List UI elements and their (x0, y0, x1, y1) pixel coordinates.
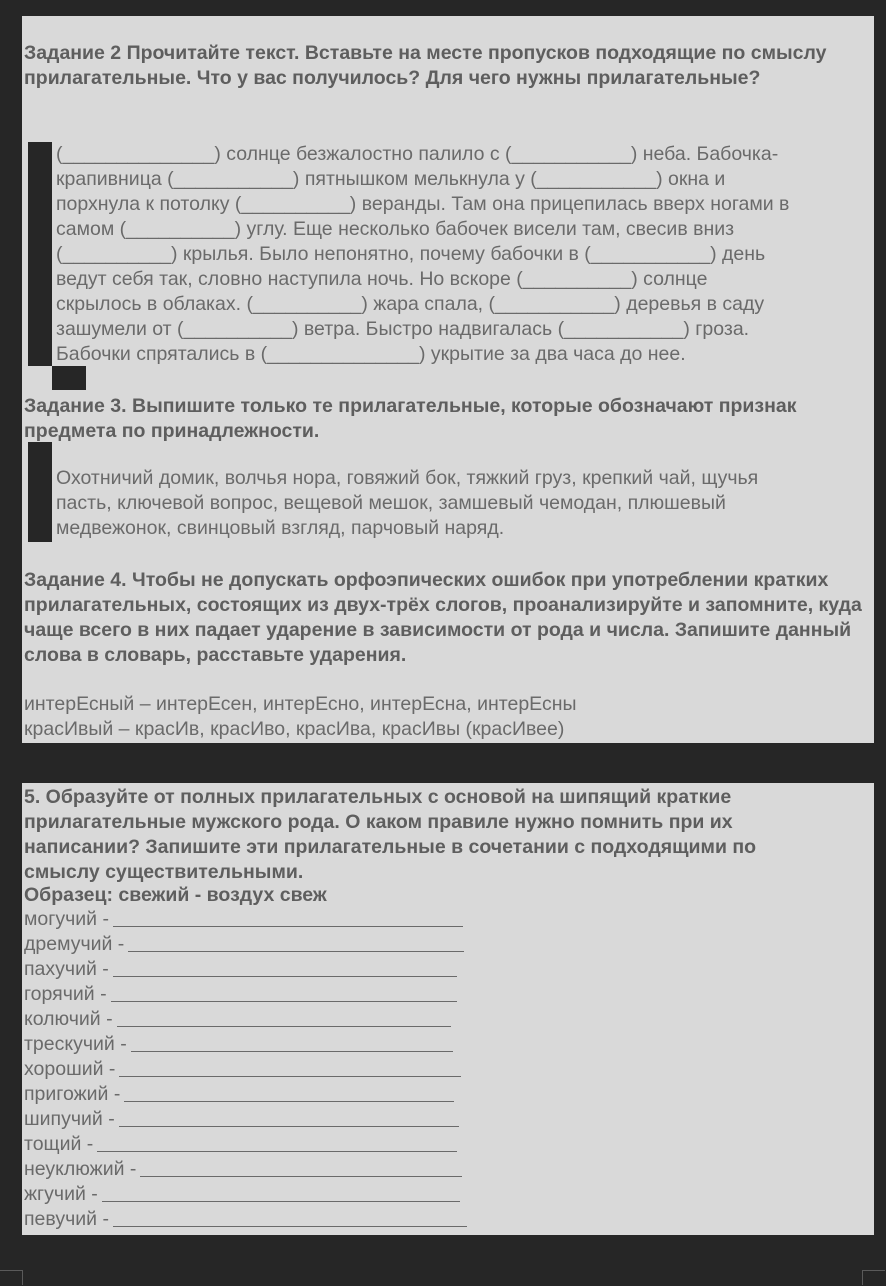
exercise-word: неуклюжий - (24, 1158, 137, 1180)
text-line: пасть, ключевой вопрос, вещевой мешок, замшевый чемодан, плюшевый (56, 492, 726, 514)
text-line: зашумели от (__________) ветра. Быстро надвигалась (___________) гроза. (56, 318, 750, 340)
exercise-row (24, 1182, 504, 1207)
task5-exercise-list (24, 907, 504, 1232)
exercise-word: певучий - (24, 1208, 109, 1230)
answer-line[interactable] (140, 1158, 462, 1177)
exercise-row (24, 1032, 504, 1057)
answer-line[interactable] (131, 1033, 453, 1052)
text-line: (__________) крылья. Было непонятно, почему бабочки в (___________) день (56, 243, 766, 265)
page-corner-mark (0, 1270, 23, 1285)
exercise-row (24, 1107, 504, 1132)
exercise-word: дремучий - (24, 933, 125, 955)
text-line: медвежонок, свинцовый взгляд, парчовый наряд. (56, 517, 505, 539)
exercise-word: хороший - (24, 1058, 116, 1080)
task4-heading: Задание 4. Чтобы не допускать орфоэпических ошибок при употреблении кратких прилагательных, состоящих из двух-трёх слогов, проанализируйте и запомните, куда чаще всего в них падает ударение в зависимости от рода и числа. Запишите данный слова в словарь, расставьте ударения. (24, 569, 862, 666)
exercise-word: жгучий - (24, 1183, 98, 1205)
text-line: крапивница (___________) пятнышком мелькнула у (___________) окна и (56, 168, 726, 190)
exercise-word: горячий - (24, 983, 107, 1005)
task2-heading: Задание 2 Прочитайте текст. Вставьте на месте пропусков подходящие по смыслу прилагательные. Что у вас получилось? Для чего нужны прилагательные? (24, 42, 827, 89)
answer-line[interactable] (117, 1008, 451, 1027)
text-line: самом (__________) углу. Еще несколько бабочек висели там, свесив вниз (56, 218, 735, 240)
answer-line[interactable] (102, 1183, 460, 1202)
text-line: Бабочки спрятались в (______________) укрытие за два часа до нее. (56, 343, 686, 365)
task4-examples (24, 692, 866, 742)
exercise-row (24, 1082, 504, 1107)
exercise-word: шипучий - (24, 1108, 115, 1130)
exercise-row (24, 932, 504, 957)
answer-line[interactable] (124, 1083, 454, 1102)
answer-line[interactable] (111, 983, 457, 1002)
answer-line[interactable] (113, 958, 457, 977)
exercise-row (24, 1207, 504, 1232)
text-line: порхнула к потолку (__________) веранды. Там она прицепилась вверх ногами в (56, 193, 790, 215)
exercise-row (24, 982, 504, 1007)
exercise-row (24, 1057, 504, 1082)
answer-line[interactable] (113, 1208, 467, 1227)
exercise-row (24, 1132, 504, 1157)
text-line: Охотничий домик, волчья нора, говяжий бок, тяжкий груз, крепкий чай, щучья (56, 467, 759, 489)
answer-line[interactable] (119, 1108, 459, 1127)
task5-sample: Образец: свежий - воздух свеж (24, 884, 327, 906)
document-page-2 (22, 783, 874, 1235)
answer-line[interactable] (119, 1058, 461, 1077)
margin-bar (28, 142, 52, 366)
exercise-word: пригожий - (24, 1083, 121, 1105)
exercise-word: могучий - (24, 908, 109, 930)
exercise-word: тощий - (24, 1133, 94, 1155)
exercise-row (24, 957, 504, 982)
task3-heading: Задание 3. Выпишите только те прилагательные, которые обозначают признак предмета по принадлежности. (24, 395, 797, 442)
page-corner-mark (862, 1270, 885, 1285)
text-line: интерЕсный – интерЕсен, интерЕсно, интерЕсна, интерЕсны (24, 693, 577, 715)
document-page-1 (22, 16, 874, 743)
task2-text (56, 142, 870, 367)
task3-text (56, 466, 870, 541)
exercise-word: колючий - (24, 1008, 113, 1030)
exercise-row (24, 1007, 504, 1032)
answer-line[interactable] (97, 1133, 457, 1152)
text-line: скрылось в облаках. (__________) жара спала, (___________) деревья в саду (56, 293, 765, 315)
text-line: красИвый – красИв, красИво, красИва, красИвы (красИвее) (24, 718, 565, 740)
margin-bar (28, 442, 52, 542)
margin-notch (52, 366, 86, 390)
answer-line[interactable] (128, 933, 464, 952)
answer-line[interactable] (113, 908, 463, 927)
exercise-row (24, 1157, 504, 1182)
exercise-word: трескучий - (24, 1033, 127, 1055)
text-line: (______________) солнце безжалостно палило с (___________) неба. Бабочка- (56, 143, 779, 165)
exercise-row (24, 907, 504, 932)
task5-heading: 5. Образуйте от полных прилагательных с основой на шипящий краткие прилагательные мужского рода. О каком правиле нужно помнить при их написании? Запишите эти прилагательные в сочетании с подходящими по смыслу существительными. (24, 786, 757, 883)
text-line: ведут себя так, словно наступила ночь. Но вскоре (__________) солнце (56, 268, 708, 290)
exercise-word: пахучий - (24, 958, 109, 980)
